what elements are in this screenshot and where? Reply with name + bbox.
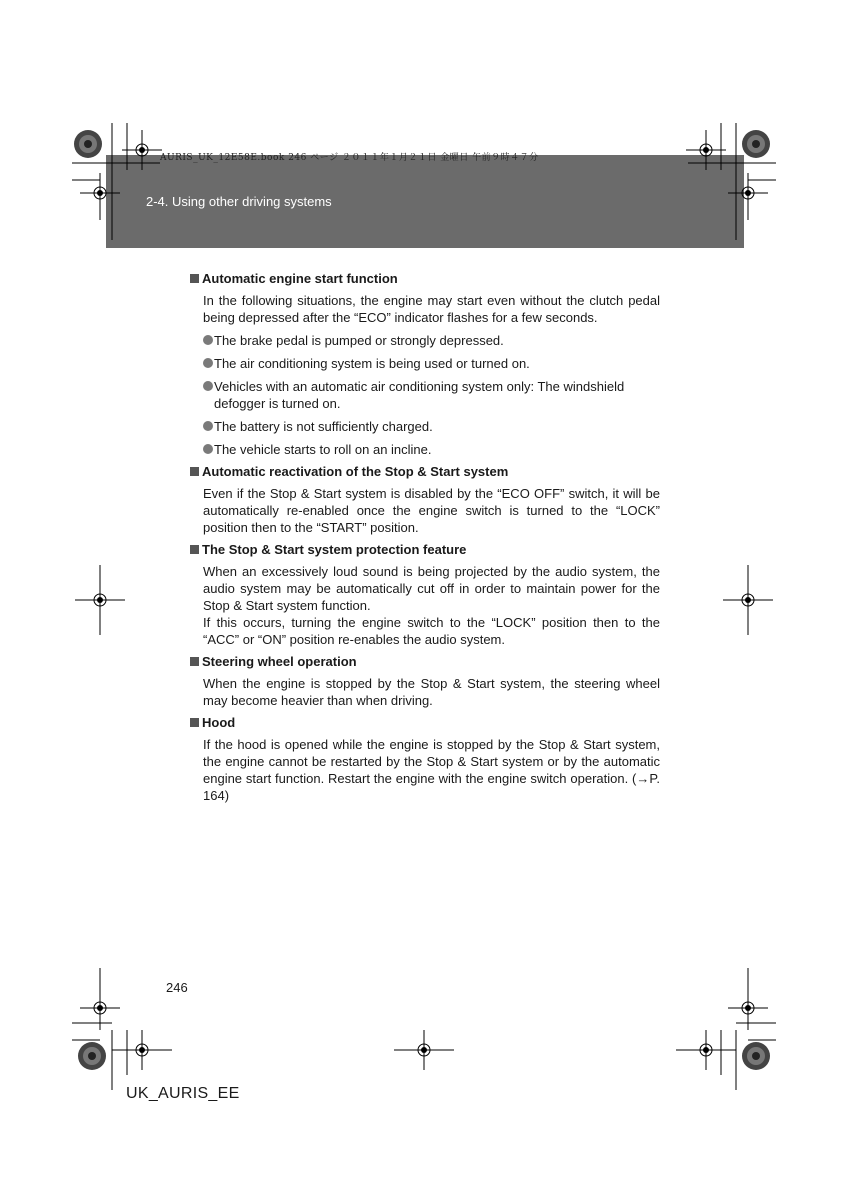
list-item: Vehicles with an automatic air conditioning system only: The windshield defogger is turned on. (203, 378, 660, 412)
round-bullet-icon (203, 335, 213, 345)
square-bullet-icon (190, 657, 199, 666)
round-bullet-icon (203, 421, 213, 431)
heading-hood (190, 714, 660, 731)
round-bullet-icon (203, 358, 213, 368)
paragraph: When the engine is stopped by the Stop & Start system, the steering wheel may become heavier than when driving. (203, 676, 660, 708)
heading-text: Automatic engine start function (202, 271, 398, 286)
paragraph: If this occurs, turning the engine switch to the “LOCK” position then to the “ACC” or “ON” position re-enables the audio system. (203, 615, 660, 647)
paragraph: When an excessively loud sound is being projected by the audio system, the audio system may be automatically cut off in order to maintain power for the Stop & Start system function. (203, 564, 660, 613)
heading-reactivation (190, 463, 660, 480)
footer-code: UK_AURIS_EE (126, 1085, 240, 1102)
list-item: The air conditioning system is being used or turned on. (203, 355, 660, 372)
list-item: The battery is not sufficiently charged. (203, 418, 660, 435)
heading-steering (190, 653, 660, 670)
square-bullet-icon (190, 545, 199, 554)
square-bullet-icon (190, 467, 199, 476)
heading-text: Automatic reactivation of the Stop & Start system (202, 464, 509, 479)
paragraph: In the following situations, the engine may start even without the clutch pedal being depressed after the “ECO” indicator flashes for a few seconds. (203, 293, 660, 325)
print-info-line: AURIS_UK_12E58E.book 246 ページ ２０１１年１月２１日 金曜日 午前９時４７分 (160, 153, 539, 163)
paragraph: Even if the Stop & Start system is disabled by the “ECO OFF” switch, it will be automatically re-enabled once the engine switch is turned to the “LOCK” position then to the “START” position. (203, 486, 660, 535)
list-item: The brake pedal is pumped or strongly depressed. (203, 332, 660, 349)
heading-text: Hood (202, 715, 236, 730)
heading-protection (190, 541, 660, 558)
heading-text: The Stop & Start system protection feature (202, 542, 467, 557)
section-title: 2-4. Using other driving systems (146, 194, 332, 209)
round-bullet-icon (203, 381, 213, 391)
main-content (190, 270, 660, 804)
paragraph: If the hood is opened while the engine is stopped by the Stop & Start system, the engine cannot be restarted by the Stop & Start system or by the automatic engine start function. Restart the engine with the engine switch operation. (→P. 164) (203, 737, 660, 803)
heading-auto-start (190, 270, 660, 287)
square-bullet-icon (190, 718, 199, 727)
square-bullet-icon (190, 274, 199, 283)
round-bullet-icon (203, 444, 213, 454)
heading-text: Steering wheel operation (202, 654, 357, 669)
page-number: 246 (166, 980, 188, 995)
list-item: The vehicle starts to roll on an incline. (203, 441, 660, 458)
